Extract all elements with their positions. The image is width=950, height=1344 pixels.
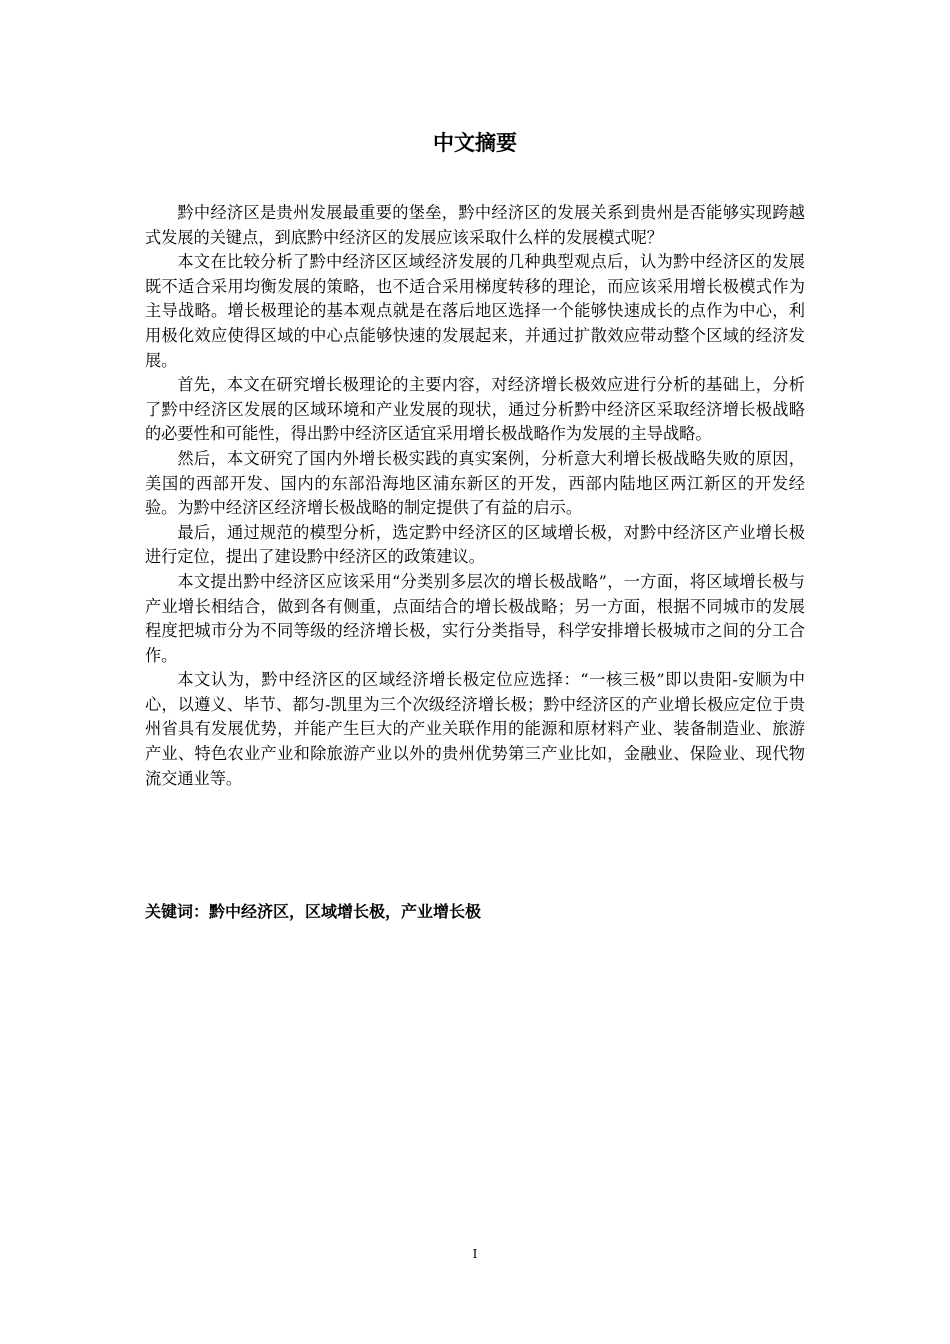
abstract-paragraph-4: 然后，本文研究了国内外增长极实践的真实案例，分析意大利增长极战略失败的原因，美国的西部开发、国内的东部沿海地区浦东新区的开发，西部内陆地区两江新区的开发经验。为黔中经济区经济增长极战略的制定提供了有益的启示。 [145, 448, 805, 518]
abstract-title: 中文摘要 [433, 131, 517, 155]
abstract-paragraph-3: 首先，本文在研究增长极理论的主要内容，对经济增长极效应进行分析的基础上，分析了黔中经济区发展的区域环境和产业发展的现状，通过分析黔中经济区采取经济增长极战略的必要性和可能性，得出黔中经济区适宜采用增长极战略作为发展的主导战略。 [145, 375, 805, 444]
keywords-line: 关键词：黔中经济区，区域增长极，产业增长极 [145, 902, 482, 921]
abstract-paragraph-5: 最后，通过规范的模型分析，选定黔中经济区的区域增长极，对黔中经济区产业增长极进行定位，提出了建设黔中经济区的政策建议。 [145, 522, 805, 567]
abstract-paragraph-1: 黔中经济区是贵州发展最重要的堡垒，黔中经济区的发展关系到贵州是否能够实现跨越式发展的关键点，到底黔中经济区的发展应该采取什么样的发展模式呢？ [145, 203, 805, 247]
abstract-paragraph-7: 本文认为，黔中经济区的区域经济增长极定位应选择：“一核三极”即以贵阳-安顺为中心，以遵义、毕节、都匀-凯里为三个次级经济增长极；黔中经济区的产业增长极应定位于贵州省具有发展优势，并能产生巨大的产业关联作用的能源和原材料产业、装备制造业、旅游产业、特色农业产业和除旅游产业以外的贵州优势第三产业比如，金融业、保险业、现代物流交通业等。 [145, 670, 805, 788]
abstract-paragraph-2: 本文在比较分析了黔中经济区区域经济发展的几种典型观点后，认为黔中经济区的发展既不适合采用均衡发展的策略，也不适合采用梯度转移的理论，而应该采用增长极模式作为主导战略。增长极理论的基本观点就是在落后地区选择一个能够快速成长的点作为中心，利用极化效应使得区域的中心点能够快速的发展起来，并通过扩散效应带动整个区域的经济发展。 [145, 252, 805, 370]
abstract-body [145, 201, 805, 791]
page-number: I [472, 1247, 478, 1261]
abstract-paragraph-6: 本文提出黔中经济区应该采用“分类别多层次的增长极战略”，一方面，将区域增长极与产业增长相结合，做到各有侧重，点面结合的增长极战略；另一方面，根据不同城市的发展程度把城市分为不同等级的经济增长极，实行分类指导，科学安排增长极城市之间的分工合作。 [145, 571, 805, 665]
